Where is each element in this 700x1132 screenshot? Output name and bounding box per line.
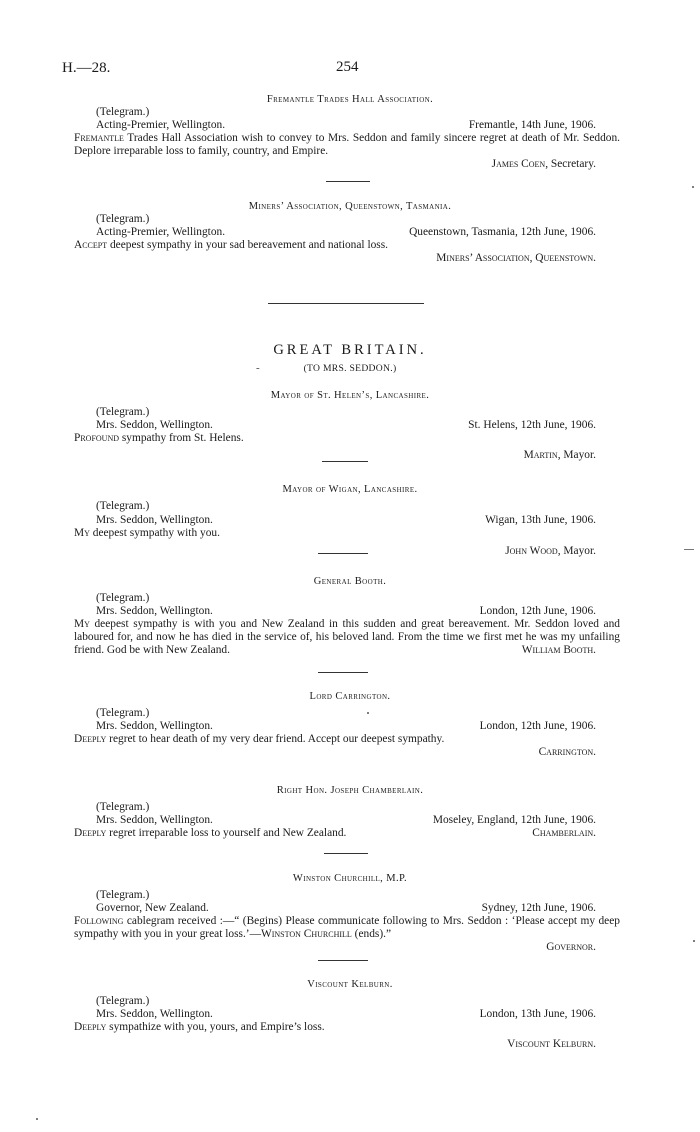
message-lead-word: Fremantle (74, 132, 124, 144)
section-divider (324, 853, 368, 854)
recipient: Mrs. Seddon, Wellington. (96, 720, 213, 732)
signature-name: Chamberlain. (532, 827, 596, 839)
signature-name: John Wood (505, 545, 558, 557)
signature-name: Governor. (546, 941, 596, 953)
message-viscount-kelburn (0, 978, 700, 1051)
signature (0, 644, 596, 657)
message-lead-word: Deeply (74, 827, 107, 839)
margin-speck (36, 1118, 38, 1120)
margin-speck (692, 186, 694, 188)
telegram-label: (Telegram.) (96, 707, 150, 719)
message-heading: General Booth. (313, 576, 387, 587)
recipient: Mrs. Seddon, Wellington. (96, 814, 213, 826)
signature-name: William Booth. (521, 644, 596, 656)
margin-speck (693, 940, 695, 942)
message-mayor-wigan (0, 483, 700, 558)
signature (0, 252, 596, 265)
message-lead-word: Deeply (74, 1021, 107, 1033)
message-lead-word: My (74, 618, 90, 630)
signature-name: Viscount Kelburn. (507, 1038, 596, 1050)
message-heading: Right Hon. Joseph Chamberlain. (276, 785, 424, 796)
margin-tick (684, 549, 694, 550)
message-body (74, 239, 620, 252)
message-lead-word: My (74, 527, 90, 539)
message-general-booth (0, 575, 700, 657)
signature-name: Miners’ Association, Queenstown. (436, 252, 596, 264)
signature-title: , Mayor. (557, 545, 596, 557)
message-lead-word: Accept (74, 239, 108, 251)
recipient: Mrs. Seddon, Wellington. (96, 605, 213, 617)
recipient: Mrs. Seddon, Wellington. (96, 514, 213, 526)
section-divider (318, 672, 368, 673)
place-date: Queenstown, Tasmania, 12th June, 1906. (409, 226, 596, 238)
signature (0, 158, 596, 171)
message-lead-word: Following (74, 915, 124, 927)
region-title: GREAT BRITAIN. (273, 342, 427, 358)
signature (0, 449, 596, 462)
message-heading: Mayor of Wigan, Lancashire. (282, 484, 418, 495)
place-date: London, 12th June, 1906. (479, 720, 596, 732)
quoted-name: Winston Churchill (260, 928, 352, 940)
message-heading: Fremantle Trades Hall Association. (266, 94, 434, 105)
page-identifier: H.—28. (62, 60, 111, 76)
message-body (74, 733, 620, 746)
telegram-label: (Telegram.) (96, 889, 150, 901)
message-heading: Mayor of St. Helen’s, Lancashire. (270, 390, 430, 401)
place-date: Wigan, 13th June, 1906. (485, 514, 596, 526)
place-date: London, 12th June, 1906. (479, 605, 596, 617)
signature-title: , Secretary. (545, 158, 596, 170)
message-body (74, 432, 620, 445)
message-joseph-chamberlain (0, 784, 700, 840)
section-divider (318, 960, 368, 961)
telegram-label: (Telegram.) (96, 801, 150, 813)
signature (0, 545, 596, 558)
message-text: sympathize with you, yours, and Empire’s loss. (106, 1021, 325, 1033)
message-miners-association (0, 200, 700, 265)
signature-name: Martin (523, 449, 558, 461)
message-winston-churchill (0, 872, 700, 954)
message-heading: Lord Carrington. (309, 691, 391, 702)
great-britain-section-title (0, 344, 700, 375)
place-date: St. Helens, 12th June, 1906. (468, 419, 596, 431)
message-text: regret to hear death of my very dear friend. Accept our deepest sympathy. (106, 733, 445, 745)
signature-name: James Coen (491, 158, 546, 170)
message-lord-carrington (0, 690, 700, 759)
telegram-label: (Telegram.) (96, 500, 150, 512)
recipient: Acting-Premier, Wellington. (96, 226, 226, 238)
place-date: Sydney, 12th June, 1906. (481, 902, 596, 914)
message-body (74, 527, 620, 540)
signature (0, 941, 596, 954)
message-heading: Winston Churchill, M.P. (292, 873, 408, 884)
signature (0, 827, 596, 840)
recipient: Mrs. Seddon, Wellington. (96, 419, 213, 431)
stray-mark: - (256, 362, 260, 374)
section-divider (326, 181, 370, 182)
message-fremantle-trades-hall (0, 93, 700, 171)
recipient: Governor, New Zealand. (96, 902, 209, 914)
place-date: London, 13th June, 1906. (479, 1008, 596, 1020)
telegram-label: (Telegram.) (96, 106, 150, 118)
signature (0, 746, 596, 759)
message-text-end: (ends).” (351, 928, 392, 940)
telegram-label: (Telegram.) (96, 406, 150, 418)
major-divider (268, 303, 424, 304)
message-text: deepest sympathy in your sad bereavement and national loss. (107, 239, 389, 251)
message-text: deepest sympathy is with you and New Zealand in this sudden and great bereavement. Mr. Seddon loved and laboured for, and now he has died in the service of, his beloved land. From the time we first met he was my unfailing friend. God be with New Zealand. (74, 618, 620, 656)
telegram-label: (Telegram.) (96, 592, 150, 604)
recipient: Acting-Premier, Wellington. (96, 119, 226, 131)
signature-title: , Mayor. (557, 449, 596, 461)
place-date: Fremantle, 14th June, 1906. (468, 119, 596, 131)
message-lead-word: Profound (74, 432, 120, 444)
speck-mark (367, 712, 369, 714)
message-heading: Miners’ Association, Queenstown, Tasmania. (248, 201, 452, 212)
page-number: 254 (336, 59, 359, 75)
signature-name: Carrington. (538, 746, 596, 758)
message-text: Trades Hall Association wish to convey to Mrs. Seddon and family sincere regret at death of Mr. Seddon. Deplore irreparable loss to family, country, and Empire. (74, 132, 620, 157)
place-date: Moseley, England, 12th June, 1906. (432, 814, 596, 826)
section-divider (322, 461, 368, 462)
telegram-label: (Telegram.) (96, 213, 150, 225)
message-body (74, 132, 620, 158)
telegram-label: (Telegram.) (96, 995, 150, 1007)
message-lead-word: Deeply (74, 733, 107, 745)
message-text: sympathy from St. Helens. (119, 432, 244, 444)
recipient: Mrs. Seddon, Wellington. (96, 1008, 213, 1020)
message-heading: Viscount Kelburn. (307, 979, 393, 990)
message-text: cablegram received :—“ (Begins) Please communicate following to Mrs. Seddon : ‘Please accept my deep sympathy with you in your great loss.’— (74, 915, 620, 940)
signature (0, 1038, 596, 1051)
message-body (74, 1021, 620, 1034)
section-divider (318, 553, 368, 554)
message-body (74, 915, 620, 941)
region-subtitle: (TO MRS. SEDDON.) (303, 363, 397, 374)
message-text: deepest sympathy with you. (89, 527, 220, 539)
message-text: regret irreparable loss to yourself and New Zealand. (106, 827, 347, 839)
message-mayor-st-helens (0, 389, 700, 462)
